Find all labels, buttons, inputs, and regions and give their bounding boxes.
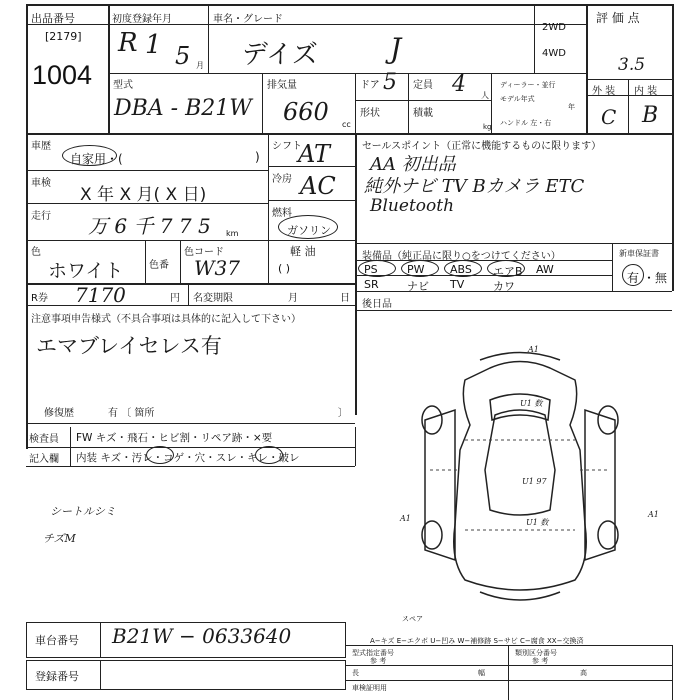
model-label: 型式	[113, 80, 133, 91]
scuff-circle	[255, 446, 283, 464]
shift-label: シフト	[272, 141, 302, 152]
equipment-item: エアB	[493, 265, 523, 278]
fuel-label: 燃料	[272, 208, 292, 219]
doors: 5	[383, 70, 397, 95]
inspection-value: X 年 X 月( X 日)	[80, 185, 207, 205]
equipment-item: PW	[407, 263, 425, 276]
height-label: 高	[580, 669, 587, 677]
chassis-label: 車台番号	[35, 634, 79, 647]
right-side-panel	[585, 410, 615, 560]
displacement-label: 排気量	[267, 80, 297, 91]
left-side-panel	[425, 410, 455, 560]
car-name-label: 車名・グレード	[213, 14, 283, 25]
score: 3.5	[618, 55, 646, 75]
category-label: 類別区分番号	[515, 649, 557, 657]
car-outline	[454, 362, 587, 591]
diagram-mark-3: U1 97	[522, 477, 547, 486]
stain-circle	[146, 446, 174, 464]
equipment-item: PS	[364, 263, 378, 276]
sales-points-label: セールスポイント（正常に機能するものに限ります）	[362, 141, 602, 152]
drive-2wd: 2WD	[542, 22, 566, 33]
kg-unit: kg	[483, 123, 492, 131]
first-reg-month: 5	[175, 42, 191, 70]
equipment-item: AW	[536, 263, 554, 276]
ac-label: 冷房	[272, 174, 292, 185]
equipment-item: カワ	[493, 280, 515, 293]
expiry-month: 月	[288, 293, 298, 304]
equipment-circle	[444, 260, 482, 277]
diagram-mark-5: A1	[648, 510, 659, 519]
equipment-item: TV	[450, 278, 465, 291]
expiry-day: 日	[340, 293, 350, 304]
warranty-no: ・無	[643, 271, 668, 285]
interior-label: 内 装	[634, 86, 658, 97]
warranty-yes-circle	[622, 264, 644, 286]
model: DBA - B21W	[114, 96, 252, 121]
drive-4wd: 4WD	[542, 48, 566, 59]
exterior-grade: C	[601, 105, 617, 129]
repair-close: 〕	[338, 408, 348, 419]
sales-point-line1: AA 初出品	[370, 154, 456, 175]
sales-point-line2: 純外ナビ TV Bカメラ ETC	[364, 176, 585, 197]
ref-label-2: 参 考	[532, 657, 549, 665]
notes-text: エマブレイセレス有	[36, 334, 222, 358]
color-code-label: 色コード	[184, 247, 224, 258]
repair-label: 修復歴	[44, 408, 74, 419]
inspector-label-2: 記入欄	[29, 454, 59, 465]
diagram-mark-4: A1	[400, 514, 411, 523]
color-no-label: 色番	[149, 260, 169, 271]
damage-legend: A−キズ E−エクボ U−凹み W−補修跡 S−サビ C−腐食 XX−交換済	[370, 637, 584, 645]
gasoline-circle	[278, 215, 338, 239]
warranty-yes: 有	[627, 271, 640, 285]
inspection-label: 車検	[31, 178, 51, 189]
first-reg-year: 1	[145, 30, 162, 60]
diagram-mark-6: U1 数	[526, 518, 549, 527]
cert-label: 車検証明用	[352, 684, 387, 692]
lot-number: 1004	[32, 60, 93, 90]
inspector-row-1: FW キズ・飛石・ヒビ割・リペア跡・×要	[76, 432, 273, 444]
inspector-note-2: チズM	[43, 532, 76, 545]
equipment-circle	[401, 260, 439, 277]
notes-label: 注意事項申告様式（不具合事項は具体的に記入して下さい）	[31, 314, 301, 325]
grade: J	[390, 32, 402, 65]
month-unit: 月	[196, 61, 204, 70]
displacement: 660	[283, 98, 329, 126]
mileage-value: 万 6 千 7 7 5	[88, 214, 211, 238]
car-name: デイズ	[242, 40, 318, 70]
cabin-dash	[465, 440, 575, 530]
interior-grade: B	[642, 103, 659, 128]
equipment-circle	[487, 260, 525, 277]
history-label: 車歴	[31, 141, 51, 152]
rear-bumper	[480, 592, 560, 600]
handle-label: ハンドル 左・右	[500, 119, 552, 127]
spare-label: スペア	[402, 615, 423, 623]
km-unit: km	[226, 229, 239, 238]
equipment-label: 装備品（純正品に限り○をつけてください）	[362, 251, 561, 262]
shape-label: 形状	[360, 108, 380, 119]
dealer-label: ディーラー・並行	[500, 81, 556, 89]
mileage-label: 走行	[31, 211, 51, 222]
width-label: 幅	[478, 669, 485, 677]
doors-label: ドア	[360, 80, 380, 91]
inspector-label-1: 検査員	[29, 434, 59, 445]
fuel-diesel: 軽 油	[290, 245, 316, 258]
equipment-item: ABS	[450, 263, 472, 276]
equipment-item: ナビ	[407, 280, 429, 293]
lot-label: 出品番号	[31, 12, 75, 25]
registration-label: 登録番号	[35, 670, 79, 683]
cc-unit: cc	[342, 120, 351, 129]
inspector-note-1: シートルシミ	[50, 505, 116, 518]
front-bumper	[480, 353, 560, 361]
inspector-row-2: 内装 キズ・汚レ・コゲ・穴・スレ・キレ・破レ	[76, 452, 300, 464]
sales-point-line3: Bluetooth	[370, 196, 455, 216]
title-expiry-label: 名変期限	[193, 293, 233, 304]
color-code: W37	[194, 256, 241, 280]
lot-bracket-number: [2179]	[45, 30, 82, 43]
ac-value: AC	[300, 172, 336, 200]
model-year-label: モデル年式	[500, 95, 535, 103]
car-body-diagram	[370, 330, 670, 620]
after-date-label: 後日品	[362, 299, 392, 310]
equipment-circle	[358, 260, 396, 277]
equipment-item: SR	[364, 278, 379, 291]
capacity: 4	[452, 72, 466, 97]
chassis-value: B21W − 0633640	[112, 624, 292, 648]
length-label: 長	[352, 669, 359, 677]
yen-unit: 円	[170, 293, 180, 304]
diagram-mark-1: A1	[528, 345, 539, 354]
first-reg-label: 初度登録年月	[112, 14, 172, 25]
type-designation-label: 型式指定番号	[352, 649, 394, 657]
fuel-paren: ( )	[278, 262, 291, 275]
capacity-label: 定員	[413, 80, 433, 91]
year-unit: 年	[568, 103, 575, 111]
warranty-label: 新車保証書	[619, 249, 659, 258]
roof-outline	[485, 410, 555, 515]
score-label: 評 価 点	[596, 11, 640, 25]
color-value: ホワイト	[48, 260, 124, 282]
recycle-value: 7170	[75, 283, 126, 307]
ref-label-1: 参 考	[370, 657, 387, 665]
diagram-mark-2: U1 数	[520, 399, 543, 408]
history-close: )	[255, 150, 260, 164]
color-label: 色	[31, 247, 41, 258]
person-unit: 人	[481, 91, 489, 100]
private-use-circle	[62, 145, 117, 166]
fuel-gasoline: ガソリン	[287, 224, 331, 237]
shift-value: AT	[298, 140, 331, 168]
load-label: 積載	[413, 108, 433, 119]
history-value: 自家用・(	[70, 152, 123, 166]
repair-value: 有 〔 箇所	[108, 408, 155, 419]
recycle-label: R券	[31, 293, 48, 304]
exterior-label: 外 装	[592, 86, 616, 97]
first-reg-era: R	[118, 28, 138, 58]
